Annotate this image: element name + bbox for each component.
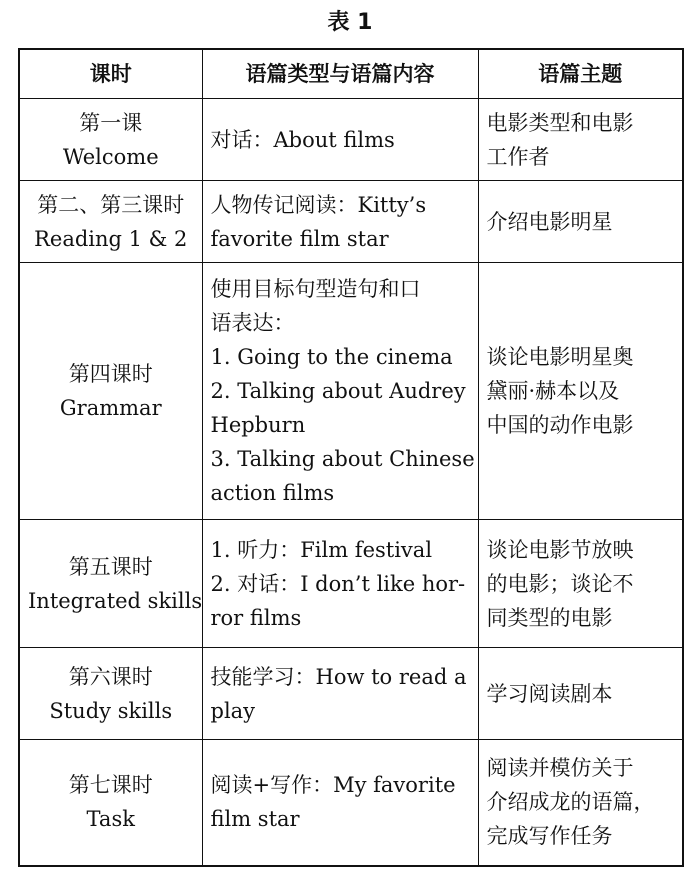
theme-line: 中国的动作电影 (486, 413, 634, 437)
theme-line: 介绍成龙的语篇， (486, 790, 655, 815)
content-line: 2. Talking about Audrey (210, 379, 466, 403)
content-cell (202, 740, 478, 866)
theme-line: 工作者 (486, 144, 550, 169)
theme-line: 谈论电影明星奥 (486, 345, 634, 369)
table-header-row (19, 49, 683, 99)
content-line: action films (210, 481, 335, 505)
content-line: favorite film star (210, 226, 389, 251)
theme-cell (478, 520, 683, 648)
lesson-line: Study skills (49, 698, 173, 723)
lesson-line: Reading 1 & 2 (34, 226, 188, 251)
table-row (19, 740, 683, 866)
content-cell (202, 99, 478, 181)
content-line: 阅读+写作：My favorite (210, 773, 456, 798)
content-line: ror films (210, 605, 302, 630)
lesson-table (18, 48, 684, 867)
lesson-line: Grammar (59, 396, 162, 420)
lesson-cell (19, 263, 202, 520)
lesson-cell (19, 648, 202, 740)
content-line: 技能学习：How to read a (210, 664, 467, 689)
content-line: 人物传记阅读：Kitty’s (210, 192, 427, 217)
content-line: 对话：About films (210, 127, 395, 152)
lesson-line: Integrated skills (28, 588, 203, 613)
theme-line: 同类型的电影 (486, 605, 613, 630)
content-line: 1. 听力：Film festival (210, 537, 433, 562)
content-cell (202, 520, 478, 648)
content-cell (202, 648, 478, 740)
table-row (19, 181, 683, 263)
header-lesson: 课时 (19, 49, 202, 99)
theme-line: 黛丽·赫本以及 (486, 379, 620, 403)
lesson-line: Task (86, 807, 135, 832)
content-line: 语表达： (210, 311, 295, 335)
theme-cell (478, 740, 683, 866)
lesson-line: 第五课时 (68, 554, 153, 579)
theme-line: 介绍电影明星 (486, 209, 613, 234)
lesson-line: Welcome (62, 144, 159, 169)
table-row (19, 263, 683, 520)
theme-line: 学习阅读剧本 (486, 681, 613, 706)
content-cell (202, 181, 478, 263)
lesson-line: 第二、第三课时 (37, 192, 185, 217)
content-line: 1. Going to the cinema (210, 345, 453, 369)
table-row (19, 520, 683, 648)
lesson-cell (19, 181, 202, 263)
lesson-cell (19, 740, 202, 866)
content-line: 使用目标句型造句和口 (210, 277, 421, 301)
content-line: Hepburn (210, 413, 306, 437)
lesson-line: 第六课时 (68, 664, 153, 689)
theme-cell (478, 648, 683, 740)
table-row (19, 99, 683, 181)
theme-cell (478, 263, 683, 520)
lesson-cell (19, 99, 202, 181)
theme-cell (478, 99, 683, 181)
content-line: film star (210, 807, 300, 832)
theme-line: 的电影；谈论不 (486, 571, 634, 596)
theme-line: 谈论电影节放映 (486, 537, 634, 562)
lesson-line: 第四课时 (68, 362, 153, 386)
lesson-line: 第七课时 (68, 773, 153, 798)
content-line: 3. Talking about Chinese (210, 447, 475, 471)
table-caption: 表 1 (327, 10, 373, 35)
lesson-line: 第一课 (79, 110, 143, 135)
table-row (19, 648, 683, 740)
lesson-cell (19, 520, 202, 648)
content-cell (202, 263, 478, 520)
theme-line: 完成写作任务 (486, 824, 613, 849)
header-theme: 语篇主题 (478, 49, 683, 99)
theme-line: 电影类型和电影 (486, 110, 634, 135)
content-line: play (210, 698, 256, 723)
header-content: 语篇类型与语篇内容 (202, 49, 478, 99)
content-line: 2. 对话：I don’t like hor- (210, 571, 466, 596)
theme-cell (478, 181, 683, 263)
theme-line: 阅读并模仿关于 (486, 756, 634, 781)
